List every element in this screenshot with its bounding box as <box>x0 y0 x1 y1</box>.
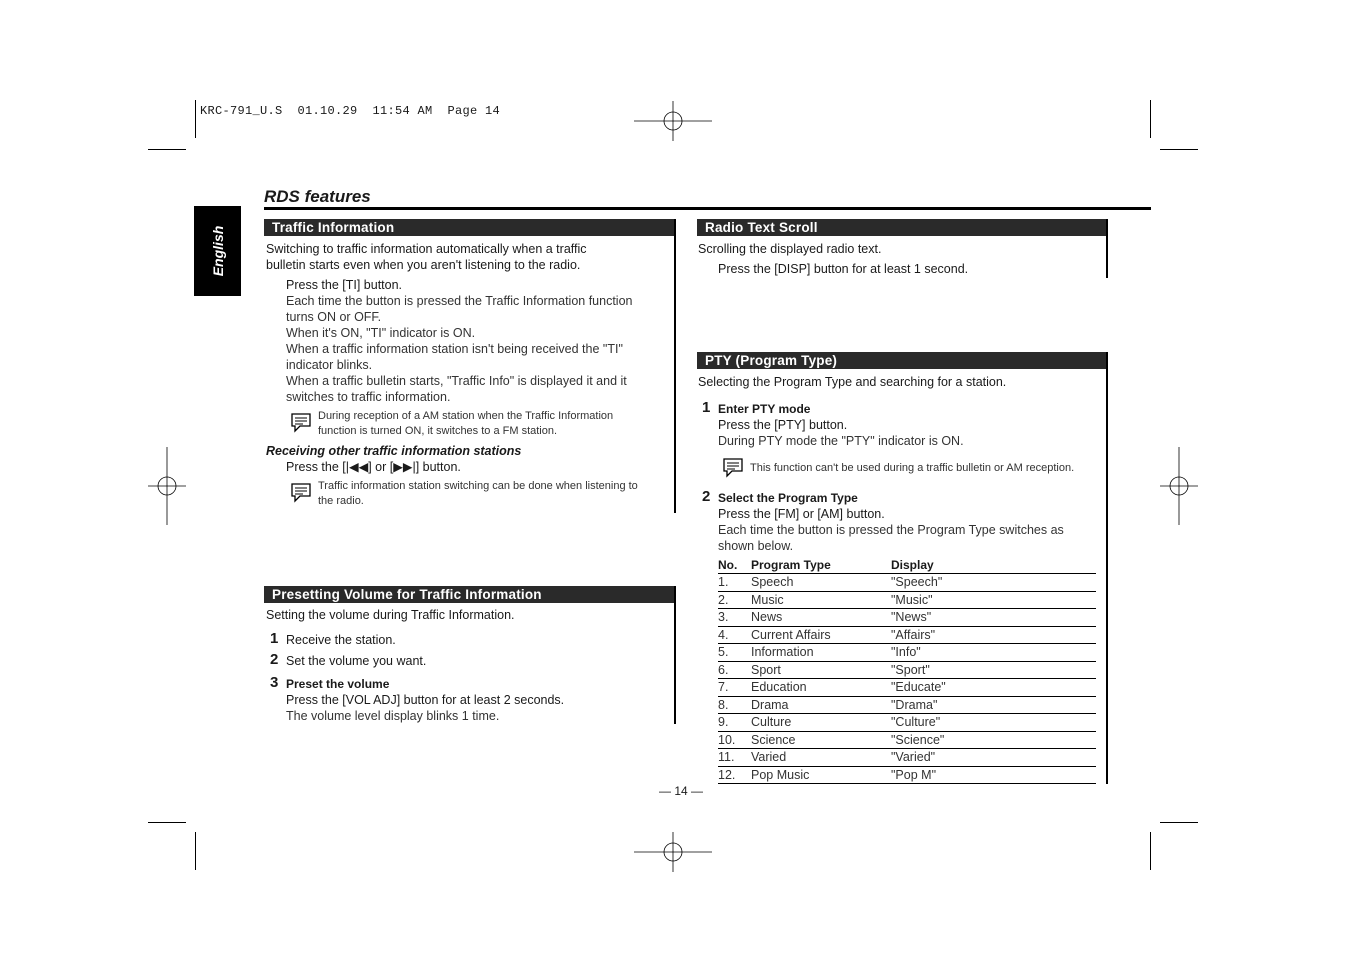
page-number: — 14 — <box>659 784 704 798</box>
table-row <box>718 714 1096 732</box>
table-cell-display: "Educate" <box>891 679 1096 697</box>
body-text: Each time the button is pressed the Program Type switches as <box>718 523 1064 537</box>
table-cell-type: Varied <box>751 749 891 767</box>
language-tab-label: English <box>209 225 226 277</box>
table-row <box>718 679 1096 697</box>
table-cell-no: 10. <box>718 731 751 749</box>
body-text: When a traffic bulletin starts, "Traffic Info" is displayed it and it <box>286 374 627 388</box>
table-cell-no: 6. <box>718 661 751 679</box>
sub-heading: Receiving other traffic information stations <box>266 444 522 458</box>
body-text: bulletin starts even when you aren't listening to the radio. <box>266 258 581 272</box>
crop-mark <box>1150 832 1151 870</box>
table-row <box>718 661 1096 679</box>
note-text: During reception of a AM station when the Traffic Information <box>318 410 614 422</box>
table-cell-display: "Speech" <box>891 574 1096 592</box>
body-text: Switching to traffic information automatically when a traffic <box>266 242 587 256</box>
table-cell-display: "Pop M" <box>891 766 1096 784</box>
section-heading-presetting-volume: Presetting Volume for Traffic Information <box>264 586 676 603</box>
body-text: During PTY mode the "PTY" indicator is ON. <box>718 434 964 448</box>
note-text: This function can't be used during a traffic bulletin or AM reception. <box>750 462 1075 474</box>
step-text: Press the [VOL ADJ] button for at least 2 seconds. <box>286 693 565 707</box>
step-text: Press the [FM] or [AM] button. <box>718 507 885 521</box>
table-cell-no: 5. <box>718 644 751 662</box>
body-text: shown below. <box>718 539 794 553</box>
body-text: Scrolling the displayed radio text. <box>698 242 882 256</box>
table-row <box>718 749 1096 767</box>
table-cell-no: 7. <box>718 679 751 697</box>
section-border <box>1106 219 1108 278</box>
section-heading-radio-text-scroll: Radio Text Scroll <box>697 219 1108 236</box>
table-cell-type: Sport <box>751 661 891 679</box>
body-text: Setting the volume during Traffic Information. <box>266 608 515 622</box>
note-text: the radio. <box>318 495 364 507</box>
crop-mark <box>1160 149 1198 150</box>
step-number: 3 <box>270 674 279 691</box>
column-header: No. <box>718 556 751 574</box>
step-title: Preset the volume <box>286 677 390 691</box>
table-cell-display: "Drama" <box>891 696 1096 714</box>
note-text: Traffic information station switching can be done when listening to <box>318 480 638 492</box>
table-cell-type: Education <box>751 679 891 697</box>
step-text: Set the volume you want. <box>286 654 427 668</box>
step-number: 1 <box>702 399 711 416</box>
table-row <box>718 626 1096 644</box>
table-cell-no: 8. <box>718 696 751 714</box>
table-cell-no: 1. <box>718 574 751 592</box>
section-border <box>674 586 676 724</box>
table-row <box>718 574 1096 592</box>
body-text: When a traffic information station isn't being received the "TI" <box>286 342 623 356</box>
crop-mark <box>195 100 196 138</box>
column-header: Program Type <box>751 556 891 574</box>
step-text: Press the [DISP] button for at least 1 second. <box>718 262 969 276</box>
section-border <box>674 219 676 513</box>
title-rule <box>264 207 1151 210</box>
table-cell-display: "Culture" <box>891 714 1096 732</box>
section-heading-pty: PTY (Program Type) <box>697 352 1108 369</box>
crop-mark <box>148 149 186 150</box>
step-text: Receive the station. <box>286 633 396 647</box>
table-cell-no: 2. <box>718 591 751 609</box>
crop-mark <box>195 832 196 870</box>
section-border <box>1106 352 1108 784</box>
table-cell-type: Pop Music <box>751 766 891 784</box>
crop-mark <box>148 822 186 823</box>
table-cell-type: Music <box>751 591 891 609</box>
table-cell-display: "Affairs" <box>891 626 1096 644</box>
step-number: 2 <box>702 488 711 505</box>
step-text: Press the [|◀◀] or [▶▶|] button. <box>286 460 461 474</box>
body-text: When it's ON, "TI" indicator is ON. <box>286 326 476 340</box>
table-row <box>718 644 1096 662</box>
body-text: switches to traffic information. <box>286 390 451 404</box>
crop-mark <box>1160 822 1198 823</box>
table-cell-no: 9. <box>718 714 751 732</box>
table-cell-display: "Sport" <box>891 661 1096 679</box>
table-cell-type: Drama <box>751 696 891 714</box>
registration-mark-icon <box>1160 447 1198 525</box>
section-heading-traffic-information: Traffic Information <box>264 219 676 236</box>
column-header: Display <box>891 556 1096 574</box>
table-cell-type: News <box>751 609 891 627</box>
registration-mark-icon <box>634 832 712 872</box>
table-row <box>718 766 1096 784</box>
body-text: turns ON or OFF. <box>286 310 382 324</box>
language-tab <box>194 206 241 296</box>
step-text: Press the [PTY] button. <box>718 418 848 432</box>
table-cell-type: Science <box>751 731 891 749</box>
table-cell-display: "Varied" <box>891 749 1096 767</box>
step-number: 2 <box>270 651 279 668</box>
page-title: RDS features <box>264 187 371 206</box>
print-header: KRC-791_U.S 01.10.29 11:54 AM Page 14 <box>200 104 501 118</box>
body-text: Each time the button is pressed the Traffic Information function <box>286 294 633 308</box>
body-text: The volume level display blinks 1 time. <box>286 709 500 723</box>
table-cell-no: 3. <box>718 609 751 627</box>
table-cell-type: Speech <box>751 574 891 592</box>
note-icon <box>289 481 313 503</box>
table-cell-no: 11. <box>718 749 751 767</box>
note-icon <box>721 456 745 478</box>
table-cell-no: 12. <box>718 766 751 784</box>
step-title: Select the Program Type <box>718 491 858 505</box>
table-cell-no: 4. <box>718 626 751 644</box>
note-icon <box>289 411 313 433</box>
table-header-row <box>718 556 1096 574</box>
note-text: function is turned ON, it switches to a FM station. <box>318 425 558 437</box>
table-row <box>718 609 1096 627</box>
registration-mark-icon <box>634 101 712 141</box>
program-type-table <box>718 556 1096 784</box>
table-row <box>718 731 1096 749</box>
body-text: indicator blinks. <box>286 358 373 372</box>
table-cell-type: Current Affairs <box>751 626 891 644</box>
table-row <box>718 696 1096 714</box>
table-cell-display: "Music" <box>891 591 1096 609</box>
table-cell-display: "News" <box>891 609 1096 627</box>
table-cell-type: Culture <box>751 714 891 732</box>
table-row <box>718 591 1096 609</box>
step-number: 1 <box>270 630 279 647</box>
crop-mark <box>1150 100 1151 138</box>
table-cell-display: "Science" <box>891 731 1096 749</box>
table-cell-type: Information <box>751 644 891 662</box>
step-text: Press the [TI] button. <box>286 278 403 292</box>
registration-mark-icon <box>148 447 186 525</box>
body-text: Selecting the Program Type and searching for a station. <box>698 375 1007 389</box>
step-title: Enter PTY mode <box>718 402 811 416</box>
table-cell-display: "Info" <box>891 644 1096 662</box>
